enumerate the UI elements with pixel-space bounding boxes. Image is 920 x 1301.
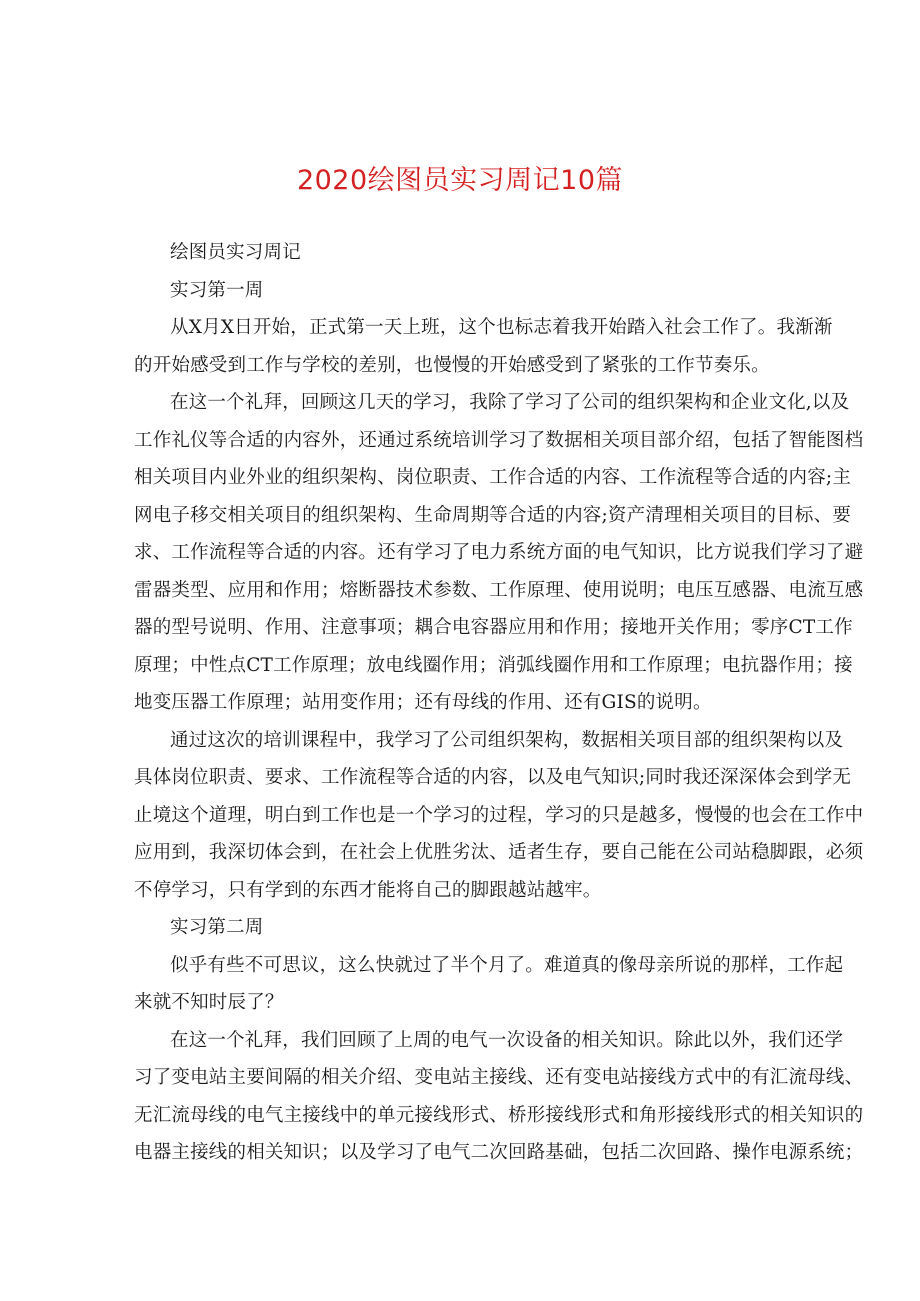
paragraph-line: 无汇流母线的电气主接线中的单元接线形式、桥形接线形式和角形接线形式的相关知识的 <box>134 1104 864 1126</box>
paragraph-line: 的开始感受到工作与学校的差别，也慢慢的开始感受到了紧张的工作节奏乐。 <box>134 354 770 376</box>
paragraph-line: 在这一个礼拜，我们回顾了上周的电气一次设备的相关知识。除此以外，我们还学 <box>170 1029 844 1051</box>
paragraph-line: 器的型号说明、作用、注意事项；耦合电容器应用和作用；接地开关作用；零序CT工作 <box>134 617 853 638</box>
section-heading: 绘图员实习周记 <box>170 242 301 263</box>
paragraph-line: 工作礼仪等合适的内容外，还通过系统培训学习了数据相关项目部介绍，包括了智能图档 <box>134 429 864 451</box>
paragraph-line: 不停学习，只有学到的东西才能将自己的脚跟越站越牢。 <box>134 879 602 901</box>
paragraph-line: 相关项目内业外业的组织架构、岗位职责、工作合适的内容、工作流程等合适的内容;主 <box>134 467 852 488</box>
paragraph-line: 通过这次的培训课程中，我学习了公司组织架构，数据相关项目部的组织架构以及 <box>170 729 844 751</box>
paragraph-line: 来就不知时辰了？ <box>134 992 284 1013</box>
paragraph-line: 电器主接线的相关知识；以及学习了电气二次回路基础，包括二次回路、操作电源系统； <box>134 1142 864 1163</box>
paragraph-line: 在这一个礼拜，回顾这几天的学习，我除了学习了公司的组织架构和企业文化,以及 <box>170 392 850 413</box>
paragraph-line: 原理；中性点CT工作原理；放电线圈作用；消弧线圈作用和工作原理；电抗器作用；接 <box>134 654 853 676</box>
document-title: 2020绘图员实习周记10篇 <box>296 165 624 196</box>
paragraph-line: 具体岗位职责、要求、工作流程等合适的内容，以及电气知识;同时我还深深体会到学无 <box>134 767 852 788</box>
section-heading: 实习第二周 <box>170 917 264 938</box>
paragraph-line: 止境这个道理，明白到工作也是一个学习的过程，学习的只是越多，慢慢的也会在工作中 <box>134 804 864 826</box>
document-body <box>134 234 864 1172</box>
paragraph-line: 从X月X日开始，正式第一天上班，这个也标志着我开始踏入社会工作了。我渐渐 <box>170 317 833 338</box>
paragraph-line: 似乎有些不可思议，这么快就过了半个月了。难道真的像母亲所说的那样，工作起 <box>170 954 844 976</box>
paragraph-line: 求、工作流程等合适的内容。还有学习了电力系统方面的电气知识，比方说我们学习了避 <box>134 542 864 563</box>
paragraph-line: 习了变电站主要间隔的相关介绍、变电站主接线、还有变电站接线方式中的有汇流母线、 <box>134 1067 864 1088</box>
paragraph-line: 雷器类型、应用和作用；熔断器技术参数、工作原理、使用说明；电压互感器、电流互感 <box>134 579 864 601</box>
paragraph-line: 应用到，我深切体会到，在社会上优胜劣汰、适者生存，要自己能在公司站稳脚跟，必须 <box>134 842 864 863</box>
paragraph-line: 地变压器工作原理；站用变作用；还有母线的作用、还有GIS的说明。 <box>134 692 712 713</box>
section-heading: 实习第一周 <box>170 279 264 301</box>
paragraph-line: 网电子移交相关项目的组织架构、生命周期等合适的内容;资产清理相关项目的目标、要 <box>134 504 852 526</box>
